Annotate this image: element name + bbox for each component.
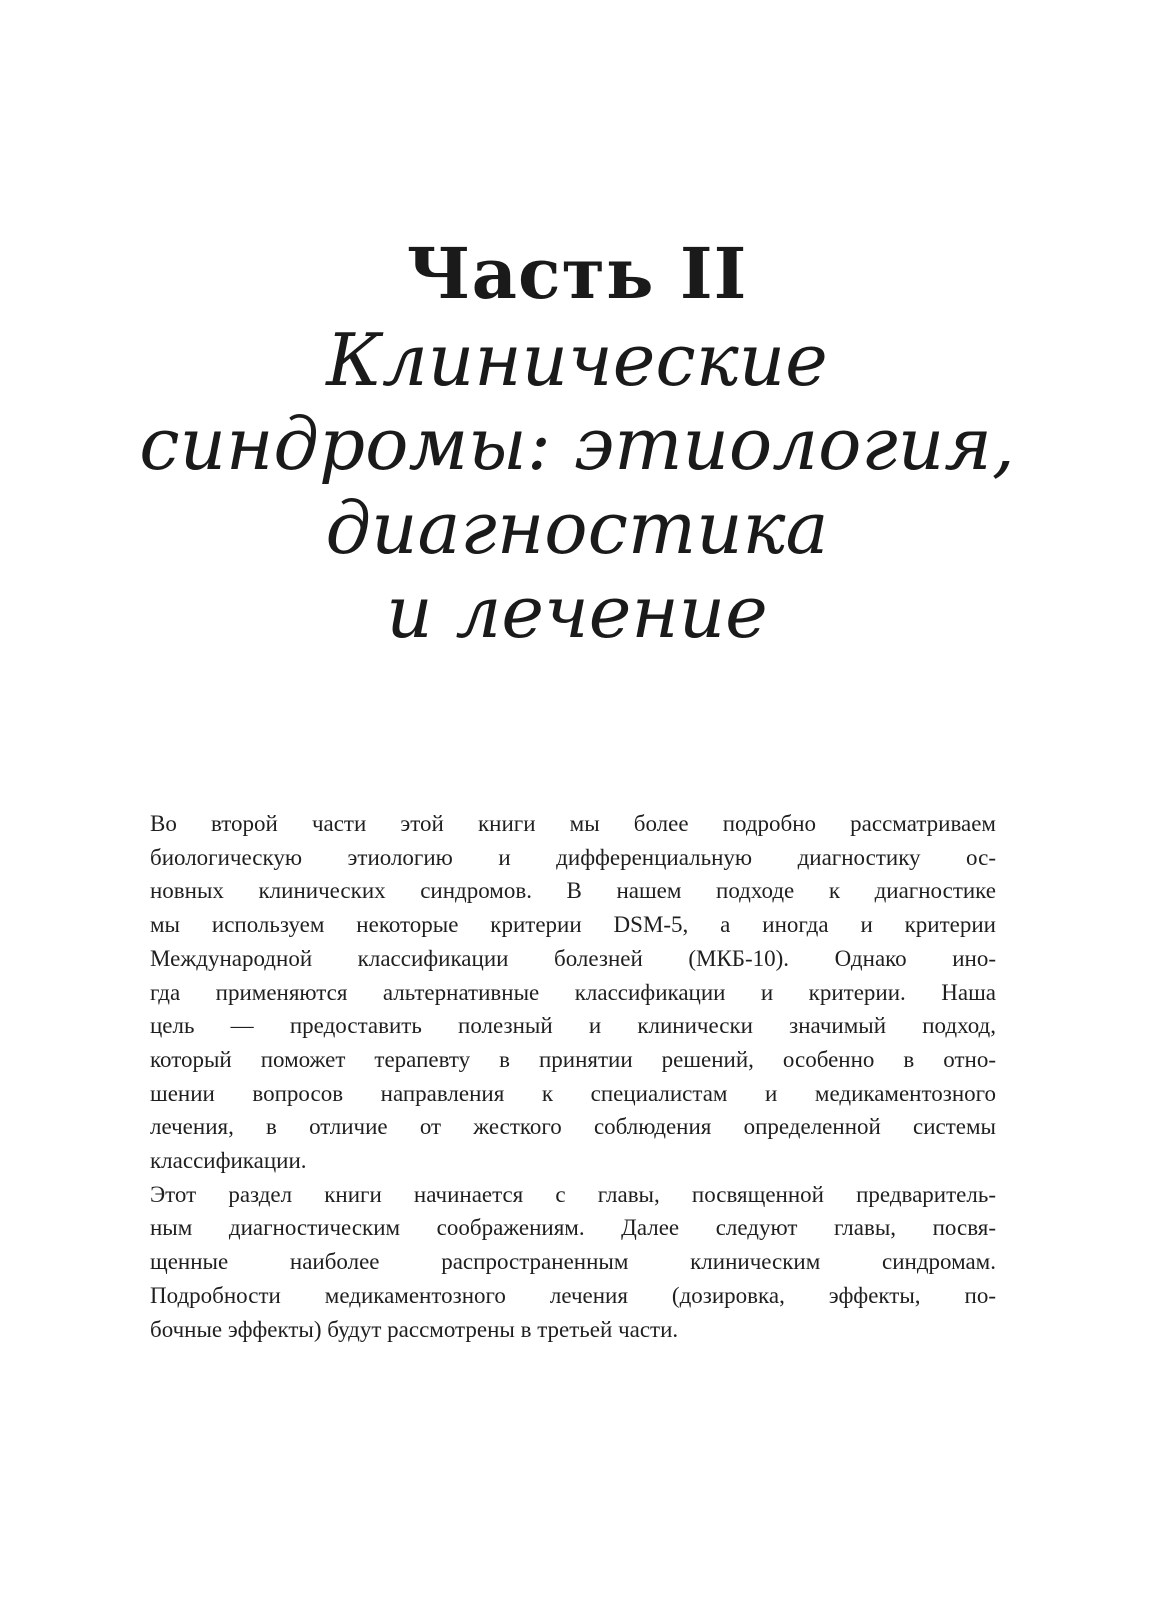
body-text	[150, 807, 996, 1346]
text-line: шении вопросов направления к специалистам и медикаментозного	[150, 1080, 996, 1106]
text-line: Во второй части этой книги мы более подробно рассматриваем	[150, 811, 996, 836]
text-line: Этот раздел книги начинается с главы, посвященной предваритель-	[150, 1181, 996, 1207]
subtitle-line: диагностика	[325, 486, 829, 570]
text-line: бочные эффекты) будут рассмотрены в третьей части.	[150, 1316, 679, 1342]
text-line: ным диагностическим соображениям. Далее следуют главы, посвя-	[150, 1215, 996, 1241]
part-title: Часть II	[406, 232, 748, 315]
subtitle-line: Клинические	[326, 318, 828, 402]
text-line: гда применяются альтернативные классификации и критерии. Наша	[150, 979, 996, 1005]
text-line: биологическую этиологию и дифференциальную диагностику ос-	[150, 844, 996, 870]
text-line: новных клинических синдромов. В нашем подходе к диагностике	[150, 878, 996, 904]
part-subtitle	[0, 318, 1154, 654]
text-line: классификации.	[150, 1148, 307, 1174]
text-line: Подробности медикаментозного лечения (дозировка, эффекты, по-	[150, 1282, 996, 1308]
text-line: Международной классификации болезней (МКБ-10). Однако ино-	[150, 945, 996, 971]
subtitle-line: и лечение	[386, 570, 768, 654]
text-line: цель — предоставить полезный и клинически значимый подход,	[150, 1013, 996, 1039]
text-line: лечения, в отличие от жесткого соблюдения определенной системы	[150, 1114, 996, 1140]
text-line: мы используем некоторые критерии DSM-5, а иногда и критерии	[150, 912, 996, 938]
subtitle-line: синдромы: этиология,	[139, 402, 1015, 486]
text-line: который поможет терапевту в принятии решений, особенно в отно-	[150, 1046, 996, 1072]
text-line: щенные наиболее распространенным клиническим синдромам.	[150, 1249, 996, 1275]
